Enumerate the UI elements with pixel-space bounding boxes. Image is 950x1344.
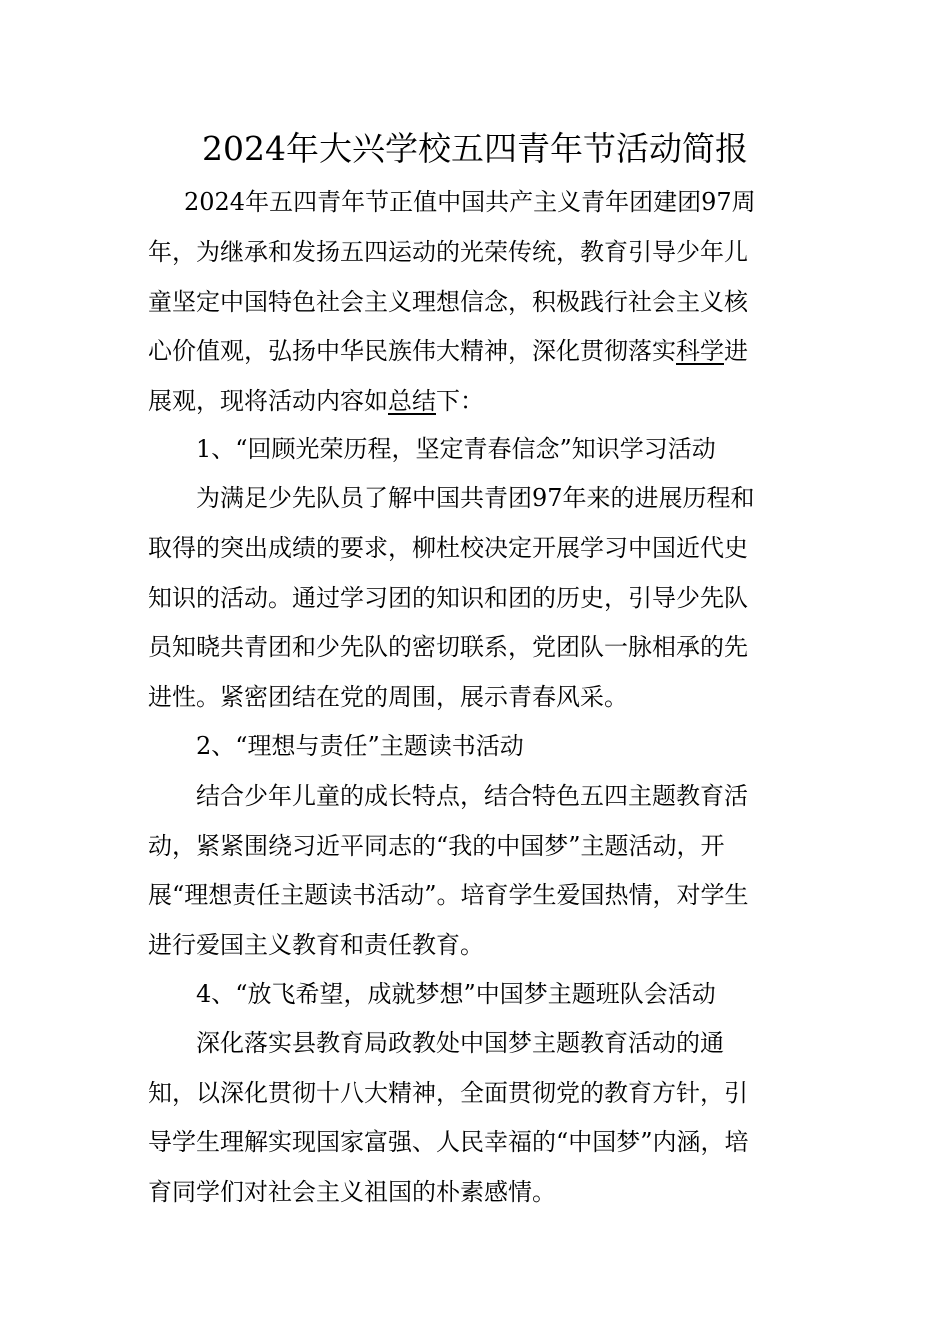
intro-line-5 <box>148 383 484 419</box>
section-4-line-4: 育同学们对社会主义祖国的朴素感情。 <box>148 1178 556 1206</box>
section-4-line-2: 知，以深化贯彻十八大精神，全面贯彻党的教育方针，引 <box>148 1079 748 1107</box>
intro-line-4-text: 心价值观，弘扬中华民族伟大精神，深化贯彻落实 <box>148 337 676 365</box>
intro-line-2: 年，为继承和发扬五四运动的光荣传统，教育引导少年儿 <box>148 238 748 266</box>
section-2-line-3: 展“理想责任主题读书活动”。培育学生爱国热情，对学生 <box>148 881 749 909</box>
section-1-heading: 1、“回顾光荣历程，坚定青春信念”知识学习活动 <box>196 435 716 463</box>
section-2-line-2: 动，紧紧围绕习近平同志的“我的中国梦”主题活动，开 <box>148 832 725 860</box>
section-4-line-1: 深化落实县教育局政教处中国梦主题教育活动的通 <box>196 1029 724 1057</box>
intro-line-5-tail: 下： <box>436 387 484 415</box>
document-title: 2024年大兴学校五四青年节活动简报 <box>202 129 748 168</box>
section-4-line-3: 导学生理解实现国家富强、人民幸福的“中国梦”内涵，培 <box>148 1128 749 1156</box>
intro-line-5-text: 展观，现将活动内容如 <box>148 387 388 415</box>
section-2-line-1: 结合少年儿童的成长特点，结合特色五四主题教育活 <box>196 782 748 810</box>
section-2-line-4: 进行爱国主义教育和责任教育。 <box>148 931 484 959</box>
section-1-line-4: 员知晓共青团和少先队的密切联系，党团队一脉相承的先 <box>148 633 748 661</box>
section-1-line-5: 进性。紧密团结在党的周围，展示青春风采。 <box>148 683 628 711</box>
intro-line-4-tail: 进 <box>724 337 748 365</box>
keyword-link-summary[interactable]: 总结 <box>388 387 436 415</box>
section-1-line-2: 取得的突出成绩的要求，柳杜校决定开展学习中国近代史 <box>148 534 748 562</box>
section-1-line-3: 知识的活动。通过学习团的知识和团的历史，引导少先队 <box>148 584 748 612</box>
intro-line-3: 童坚定中国特色社会主义理想信念，积极践行社会主义核 <box>148 288 748 316</box>
intro-line-4 <box>148 333 748 369</box>
intro-line-1: 2024年五四青年节正值中国共产主义青年团建团97周 <box>184 188 756 216</box>
keyword-link-science[interactable]: 科学 <box>676 337 724 365</box>
section-1-line-1: 为满足少先队员了解中国共青团97年来的进展历程和 <box>196 484 755 512</box>
section-4-heading: 4、“放飞希望，成就梦想”中国梦主题班队会活动 <box>196 980 716 1008</box>
section-2-heading: 2、“理想与责任”主题读书活动 <box>196 732 524 760</box>
